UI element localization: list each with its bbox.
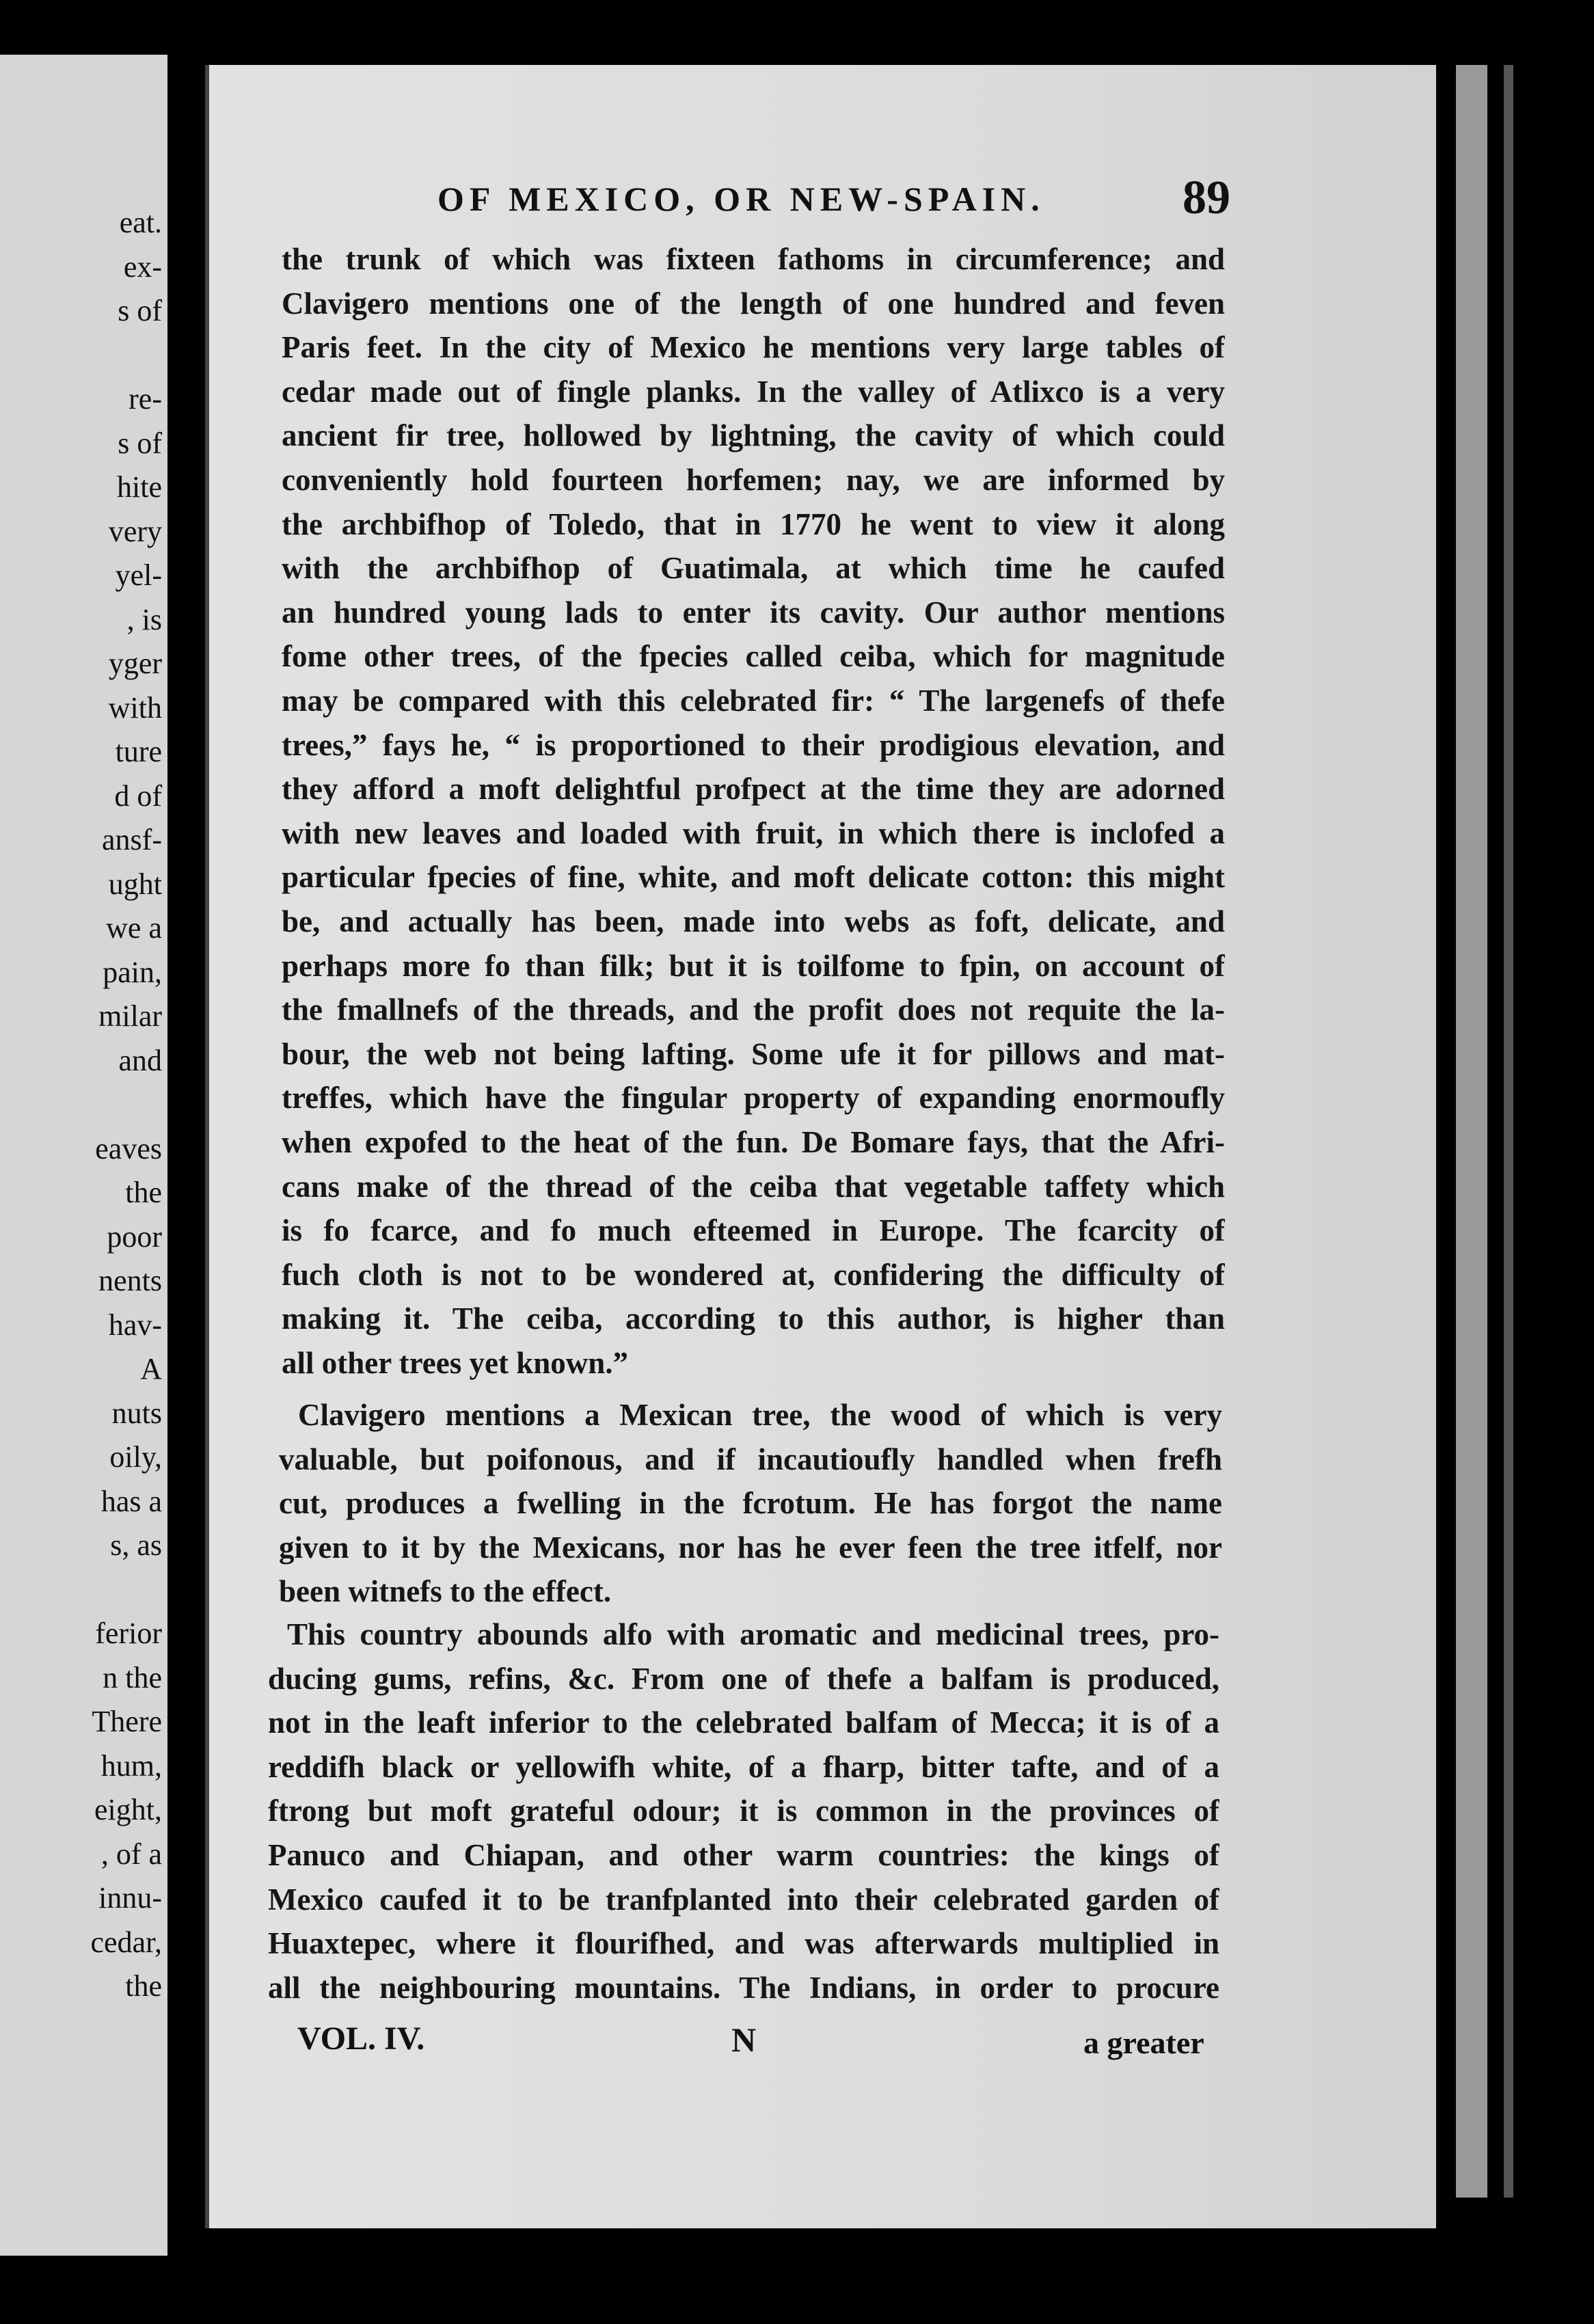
volume-label: VOL. IV. [297,2021,425,2057]
left-page-line: , of a [100,1837,162,1871]
paragraph1-line: the fmallnefs of the threads, and the profit does not requite the la- [282,992,1225,1027]
paragraph2-line: given to it by the Mexicans, nor has he ever feen the tree itfelf, nor [279,1530,1222,1565]
left-page-line: cedar, [90,1925,162,1959]
page-edge-shadow [1504,65,1513,2198]
left-page-line: re- [129,382,162,416]
paragraph1-line: trees,” fays he, “ is proportioned to their prodigious elevation, and [282,727,1225,762]
paragraph1-line: the archbifhop of Toledo, that in 1770 he went to view it along [282,506,1225,541]
paragraph1-line: conveniently hold fourteen horfemen; nay, we are informed by [282,463,1225,497]
paragraph1-line: Paris feet. In the city of Mexico he mentions very large tables of [282,330,1225,365]
left-page-line: ferior [95,1617,162,1650]
paragraph1-line: when expofed to the heat of the fun. De Bomare fays, that the Afri- [282,1125,1225,1159]
left-page-line: s, as [110,1528,162,1562]
left-page-line: ture [115,735,162,768]
paragraph3-line: not in the leaft inferior to the celebrated balfam of Mecca; it is of a [268,1705,1219,1740]
left-page-line: yel- [115,558,162,592]
paragraph1-line: cans make of the thread of the ceiba that vegetable taffety which [282,1169,1225,1204]
left-page-line: yger [108,647,162,680]
paragraph1-line: perhaps more fo than filk; but it is toilfome to fpin, on account of [282,948,1225,983]
paragraph1-line: may be compared with this celebrated fir: “ The largenefs of thefe [282,684,1225,718]
left-page-line: , is [126,602,162,636]
paragraph3-line: ducing gums, refins, &c. From one of thefe a balfam is produced, [268,1661,1219,1696]
paragraph2-line: Clavigero mentions a Mexican tree, the wood of which is very [298,1398,1222,1432]
left-page-line: the [125,1176,162,1209]
left-page-line: n the [103,1660,162,1694]
paragraph1-line: treffes, which have the fingular property of expanding enormoufly [282,1081,1225,1116]
paragraph3-line: ftrong but moft grateful odour; it is common in the provinces of [268,1794,1219,1828]
left-page-line: with [108,690,162,725]
paragraph1-line: bour, the web not being lafting. Some ufe it for pillows and mat- [282,1036,1225,1071]
page-edge [1456,65,1487,2198]
paragraph1-line: with the archbifhop of Guatimala, at which time he caufed [282,551,1225,586]
paragraph2-line: valuable, but poifonous, and if incautioufly handled when frefh [279,1442,1222,1476]
paragraph1-line: with new leaves and loaded with fruit, in which there is inclofed a [282,815,1225,850]
left-page-line: There [92,1705,162,1738]
left-page-line: hite [117,470,162,504]
paragraph3-line: Huaxtepec, where it flourifhed, and was afterwards multiplied in [268,1926,1219,1961]
left-page-line: poor [107,1219,162,1254]
left-page-line: ansf- [102,823,162,856]
left-page-line: s of [118,294,162,327]
running-title: OF MEXICO, OR NEW-SPAIN. [437,180,1045,218]
left-page-line: eight, [94,1793,162,1826]
left-page-line: and [118,1043,162,1077]
paragraph1-line: all other trees yet known.” [282,1346,629,1380]
paragraph1-line: cedar made out of fingle planks. In the valley of Atlixco is a very [282,374,1225,409]
paragraph1-line: is fo fcarce, and fo much efteemed in Europe. The fcarcity of [282,1213,1225,1248]
paragraph3-line: reddifh black or yellowifh white, of a fharp, bitter tafte, and of a [268,1749,1219,1784]
paragraph2-line: been witnefs to the effect. [279,1574,612,1609]
paragraph2-line: cut, produces a fwelling in the fcrotum. He has forgot the name [279,1486,1222,1521]
paragraph3-line: Mexico caufed it to be tranfplanted into their celebrated garden of [268,1882,1219,1917]
signature-mark: N [731,2021,757,2059]
left-page-line: milar [98,999,162,1033]
left-page-line: ught [108,867,162,901]
left-page-line: s of [118,426,162,460]
paragraph3-line: all the neighbouring mountains. The Indians, in order to procure [268,1970,1219,2005]
left-page-line: d of [114,779,162,813]
page-number: 89 [1183,172,1230,224]
left-page-line: nuts [111,1396,162,1430]
catchword: a greater [1083,2025,1204,2060]
paragraph1-line: making it. The ceiba, according to this author, is higher than [282,1301,1225,1336]
left-page-line: very [108,514,162,548]
left-page-line: we a [106,911,162,945]
paragraph3-line: Panuco and Chiapan, and other warm countries: the kings of [268,1838,1219,1872]
paragraph1-line: an hundred young lads to enter its cavity. Our author mentions [282,595,1225,630]
paragraph1-line: ancient fir tree, hollowed by lightning, the cavity of which could [282,418,1225,453]
left-facing-page [0,55,167,2256]
paragraph1-line: be, and actually has been, made into webs as foft, delicate, and [282,904,1225,938]
paragraph1-line: fuch cloth is not to be wondered at, confidering the difficulty of [282,1257,1225,1292]
left-page-line: hum, [100,1748,162,1783]
paragraph1-line: fome other trees, of the fpecies called ceiba, which for magnitude [282,639,1225,674]
left-page-line: oily, [109,1440,162,1474]
left-page-line: innu- [98,1881,162,1915]
left-page-line: eat. [119,206,162,239]
left-page-line: eaves [95,1131,162,1165]
left-page-line: has a [100,1484,162,1518]
left-page-line: hav- [108,1308,162,1342]
left-page-line: A [140,1352,162,1386]
paragraph1-line: Clavigero mentions one of the length of one hundred and feven [282,286,1225,321]
paragraph1-line: particular fpecies of fine, white, and moft delicate cotton: this might [282,860,1225,895]
paragraph1-line: the trunk of which was fixteen fathoms in circumference; and [282,242,1225,276]
left-page-line: the [125,1969,162,2003]
left-page-line: pain, [103,955,162,989]
paragraph3-line: This country abounds alfo with aromatic and medicinal trees, pro- [287,1617,1219,1651]
paragraph1-line: they afford a moft delightful profpect at the time they are adorned [282,772,1225,807]
left-page-line: ex- [123,249,162,284]
left-page-line: nents [98,1264,162,1297]
